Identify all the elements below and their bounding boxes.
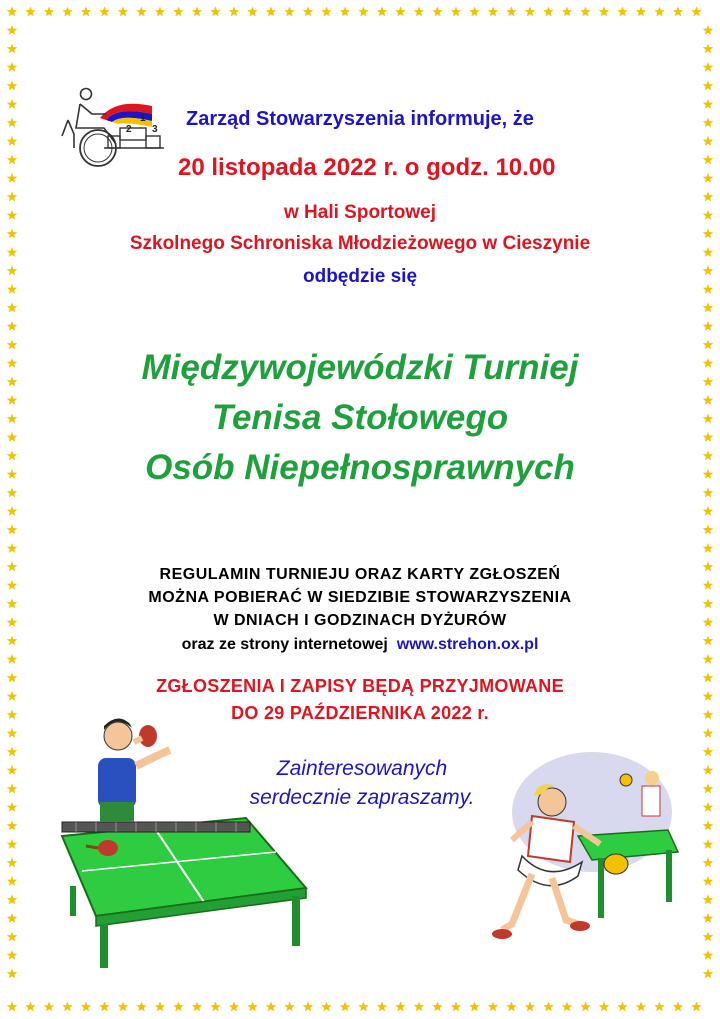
border-star [703, 44, 713, 54]
border-star [395, 7, 405, 17]
border-star [173, 7, 183, 17]
border-star [469, 7, 479, 17]
border-star [703, 728, 713, 738]
border-star [703, 802, 713, 812]
border-star [321, 1002, 331, 1012]
border-star [451, 1002, 461, 1012]
border-star [703, 969, 713, 979]
border-star [703, 839, 713, 849]
border-star [703, 99, 713, 109]
border-star [432, 7, 442, 17]
event-date: 20 listopada 2022 r. o godz. 10.00 [178, 154, 556, 181]
border-star [62, 1002, 72, 1012]
border-star [703, 784, 713, 794]
border-star [7, 765, 17, 775]
border-star [7, 488, 17, 498]
border-star [358, 1002, 368, 1012]
border-star [703, 913, 713, 923]
border-star [7, 932, 17, 942]
border-star [173, 1002, 183, 1012]
border-star [703, 747, 713, 757]
border-star [543, 1002, 553, 1012]
border-star [155, 1002, 165, 1012]
border-star [7, 950, 17, 960]
venue-hall: w Hali Sportowej [283, 202, 437, 223]
border-star [44, 7, 54, 17]
border-star [7, 81, 17, 91]
border-star [395, 1002, 405, 1012]
border-star [266, 7, 276, 17]
border-star [210, 7, 220, 17]
border-star [703, 525, 713, 535]
border-star [7, 192, 17, 202]
border-star [81, 1002, 91, 1012]
border-star [7, 821, 17, 831]
border-star [703, 81, 713, 91]
border-star [703, 506, 713, 516]
border-star [703, 895, 713, 905]
tournament-title-line2: Tenisa Stołowego [211, 398, 509, 437]
border-star [703, 932, 713, 942]
border-star [7, 118, 17, 128]
border-star [7, 1002, 17, 1012]
border-star [7, 7, 17, 17]
border-star [377, 1002, 387, 1012]
border-star [229, 1002, 239, 1012]
border-star [118, 7, 128, 17]
border-star [25, 7, 35, 17]
border-star [7, 321, 17, 331]
border-star [617, 7, 627, 17]
border-star [247, 7, 257, 17]
invitation-line2: serdecznie zapraszamy. [249, 786, 475, 809]
border-star [506, 1002, 516, 1012]
border-star [703, 25, 713, 35]
border-star [703, 303, 713, 313]
will-take-place: odbędzie się [302, 266, 418, 287]
border-star [703, 173, 713, 183]
rules-line1: REGULAMIN TURNIEJU ORAZ KARTY ZGŁOSZEŃ [159, 566, 561, 583]
border-star [99, 1002, 109, 1012]
invitation-line1: Zainteresowanych [276, 757, 448, 780]
border-star [7, 913, 17, 923]
border-star [7, 44, 17, 54]
border-star [703, 821, 713, 831]
border-star [118, 1002, 128, 1012]
border-star [210, 1002, 220, 1012]
border-star [340, 7, 350, 17]
border-star [703, 136, 713, 146]
border-star [7, 506, 17, 516]
border-star [247, 1002, 257, 1012]
border-star [7, 858, 17, 868]
border-star [25, 1002, 35, 1012]
border-star [525, 1002, 535, 1012]
border-star [284, 1002, 294, 1012]
border-star [488, 7, 498, 17]
venue-name: Szkolnego Schroniska Młodzieżowego w Cieszynie [129, 233, 591, 254]
border-star [7, 969, 17, 979]
border-star [599, 1002, 609, 1012]
border-star [703, 192, 713, 202]
border-star [703, 654, 713, 664]
border-star [7, 747, 17, 757]
border-star [7, 654, 17, 664]
border-star [7, 62, 17, 72]
border-star [321, 7, 331, 17]
border-star [62, 7, 72, 17]
border-star [703, 543, 713, 553]
border-star [377, 7, 387, 17]
border-star [562, 7, 572, 17]
border-star [636, 7, 646, 17]
border-star [7, 784, 17, 794]
border-star [7, 303, 17, 313]
border-star [7, 99, 17, 109]
border-star [703, 950, 713, 960]
podium-second: 2 [126, 124, 132, 135]
border-star [136, 1002, 146, 1012]
announcement-intro: Zarząd Stowarzyszenia informuje, że [186, 108, 534, 130]
border-star [617, 1002, 627, 1012]
podium-third: 3 [152, 124, 158, 135]
registration-line1: ZGŁOSZENIA I ZAPISY BĘDĄ PRZYJMOWANE [156, 676, 564, 696]
border-star [7, 728, 17, 738]
rules-line2: MOŻNA POBIERAĆ W SIEDZIBIE STOWARZYSZENIA [148, 589, 572, 606]
rules-website-line [0, 636, 720, 654]
border-star [229, 7, 239, 17]
border-star [488, 1002, 498, 1012]
border-star [7, 25, 17, 35]
border-star [303, 1002, 313, 1012]
border-star [506, 7, 516, 17]
border-star [136, 7, 146, 17]
border-star [691, 1002, 701, 1012]
border-star [414, 7, 424, 17]
border-star [703, 321, 713, 331]
border-star [580, 7, 590, 17]
border-star [7, 136, 17, 146]
border-star [636, 1002, 646, 1012]
border-star [673, 1002, 683, 1012]
border-star [703, 62, 713, 72]
border-star [562, 1002, 572, 1012]
podium-first: 1 [140, 113, 146, 124]
border-star [599, 7, 609, 17]
border-star [7, 173, 17, 183]
border-star [703, 858, 713, 868]
registration-deadline: DO 29 PAŹDZIERNIKA 2022 r. [231, 703, 489, 723]
border-star [303, 7, 313, 17]
border-star [414, 1002, 424, 1012]
border-star [432, 1002, 442, 1012]
border-star [284, 7, 294, 17]
border-star [7, 802, 17, 812]
border-star [7, 155, 17, 165]
tournament-title-line1: Międzywojewódzki Turniej [141, 348, 579, 387]
border-star [192, 7, 202, 17]
border-star [703, 155, 713, 165]
border-star [673, 7, 683, 17]
border-star [703, 876, 713, 886]
border-star [469, 1002, 479, 1012]
border-star [44, 1002, 54, 1012]
border-star [266, 1002, 276, 1012]
female-player-illustration [482, 752, 682, 972]
border-star [525, 7, 535, 17]
border-star [691, 7, 701, 17]
border-star [451, 7, 461, 17]
border-star [703, 118, 713, 128]
website-link[interactable]: www.strehon.ox.pl [396, 636, 539, 653]
tournament-title-line3: Osób Niepełnosprawnych [145, 448, 575, 487]
rules-line3: W DNIACH I GODZINACH DYŻURÓW [213, 612, 507, 629]
border-star [703, 488, 713, 498]
border-star [543, 7, 553, 17]
border-star [340, 1002, 350, 1012]
border-star [7, 525, 17, 535]
rules-website-prefix: oraz ze strony internetowej [181, 636, 388, 653]
border-star [654, 7, 664, 17]
border-star [358, 7, 368, 17]
border-star [7, 895, 17, 905]
border-star [580, 1002, 590, 1012]
male-player-table-illustration [56, 706, 320, 976]
border-star [7, 876, 17, 886]
border-star [99, 7, 109, 17]
border-star [155, 7, 165, 17]
border-star [7, 543, 17, 553]
border-star [703, 765, 713, 775]
border-star [7, 839, 17, 849]
border-star [81, 7, 91, 17]
border-star [654, 1002, 664, 1012]
border-star [192, 1002, 202, 1012]
